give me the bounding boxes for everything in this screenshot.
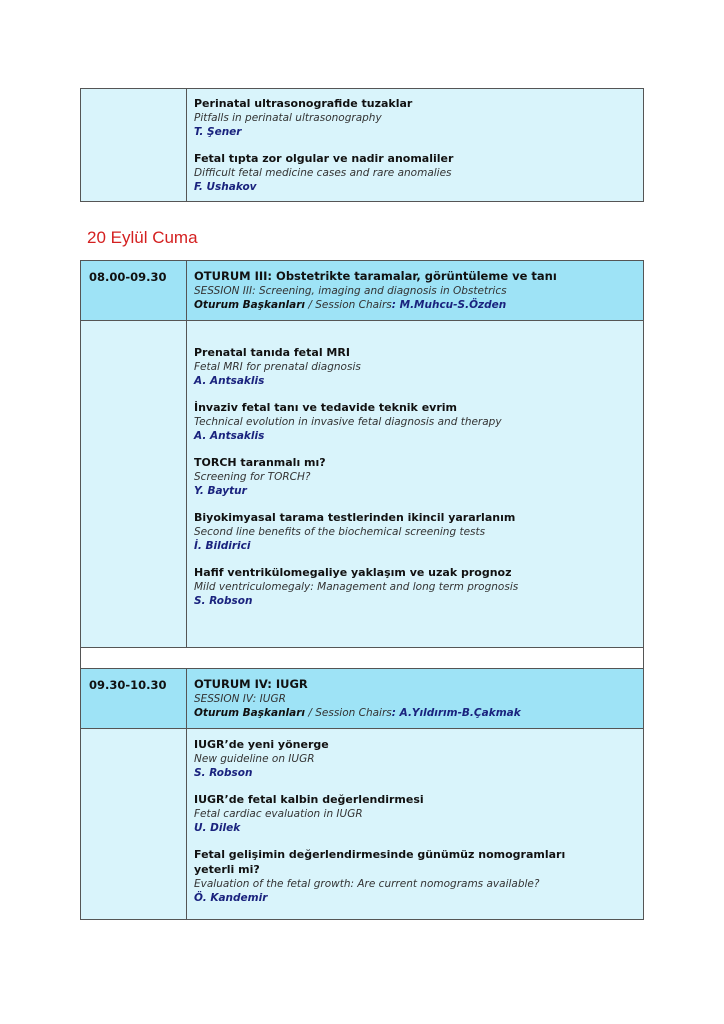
time-cell bbox=[81, 321, 187, 648]
talk-title-tr: Prenatal tanıda fetal MRI bbox=[194, 346, 350, 359]
chairs-label-tr: Oturum Başkanları bbox=[194, 299, 306, 311]
talk-title-en: Pitfalls in perinatal ultrasonography bbox=[194, 112, 382, 124]
spacer-row bbox=[81, 648, 644, 669]
talks-cell bbox=[187, 89, 644, 202]
talk-speaker: Ö. Kandemir bbox=[194, 892, 268, 904]
session-title-tr: OTURUM IV: IUGR bbox=[194, 677, 308, 691]
session-talks-row bbox=[81, 729, 644, 920]
talk-title-en: Screening for TORCH? bbox=[194, 471, 311, 483]
talk-title-tr: Perinatal ultrasonografide tuzaklar bbox=[194, 97, 413, 110]
talk-title-en: Second line benefits of the biochemical screening tests bbox=[194, 526, 486, 538]
time-cell bbox=[81, 729, 187, 920]
session-header-cell bbox=[187, 261, 644, 321]
session-title-en: SESSION IV: IUGR bbox=[194, 693, 286, 705]
talk-item bbox=[194, 792, 637, 836]
session-chairs bbox=[194, 706, 637, 721]
session-header-cell bbox=[187, 669, 644, 729]
talk-title-tr: IUGR’de yeni yönerge bbox=[194, 738, 329, 751]
spacer-cell bbox=[81, 648, 644, 669]
session-time bbox=[81, 669, 187, 729]
session-time-text: 09.30-10.30 bbox=[89, 678, 167, 692]
talk-item bbox=[194, 400, 637, 444]
talk-title-en: Mild ventriculomegaly: Management and long term prognosis bbox=[194, 581, 519, 593]
talk-item bbox=[194, 151, 637, 195]
continued-program-table bbox=[80, 88, 644, 202]
talk-title-tr: Fetal tıpta zor olgular ve nadir anomaliler bbox=[194, 152, 454, 165]
talk-speaker: U. Dilek bbox=[194, 822, 241, 834]
talk-item bbox=[194, 96, 637, 140]
talk-speaker: A. Antsaklis bbox=[194, 430, 265, 442]
session-time-text: 08.00-09.30 bbox=[89, 270, 167, 284]
session-header-row bbox=[81, 261, 644, 321]
time-cell bbox=[81, 89, 187, 202]
program-table bbox=[80, 260, 644, 920]
chairs-names: : A.Yıldırım-B.Çakmak bbox=[391, 707, 521, 719]
talk-speaker: İ. Bildirici bbox=[194, 540, 251, 552]
talk-item bbox=[194, 455, 637, 499]
talk-title-tr: TORCH taranmalı mı? bbox=[194, 456, 326, 469]
talk-title-en: Technical evolution in invasive fetal diagnosis and therapy bbox=[194, 416, 502, 428]
talk-title-en: New guideline on IUGR bbox=[194, 753, 315, 765]
chairs-label-tr: Oturum Başkanları bbox=[194, 707, 306, 719]
talk-speaker: A. Antsaklis bbox=[194, 375, 265, 387]
talk-title-tr: IUGR’de fetal kalbin değerlendirmesi bbox=[194, 793, 424, 806]
table-row bbox=[81, 89, 644, 202]
chairs-names: : M.Muhcu-S.Özden bbox=[391, 299, 507, 311]
talk-item bbox=[194, 847, 637, 906]
talk-title-tr: Fetal gelişimin değerlendirmesinde günümüz nomogramları yeterli mi? bbox=[194, 848, 566, 876]
talk-title-en: Fetal MRI for prenatal diagnosis bbox=[194, 361, 361, 373]
talk-item bbox=[194, 737, 637, 781]
talk-item bbox=[194, 510, 637, 554]
talk-speaker: T. Şener bbox=[194, 126, 242, 138]
talk-title-en: Evaluation of the fetal growth: Are current nomograms available? bbox=[194, 878, 540, 890]
session-time bbox=[81, 261, 187, 321]
talks-cell bbox=[187, 729, 644, 920]
session-chairs bbox=[194, 298, 637, 313]
talk-title-en: Fetal cardiac evaluation in IUGR bbox=[194, 808, 363, 820]
session-talks-row bbox=[81, 321, 644, 648]
chairs-label-en: / Session Chairs bbox=[305, 299, 392, 311]
day-heading: 20 Eylül Cuma bbox=[87, 228, 198, 247]
session-title-tr: OTURUM III: Obstetrikte taramalar, görüntüleme ve tanı bbox=[194, 269, 557, 283]
talk-speaker: S. Robson bbox=[194, 767, 253, 779]
chairs-label-en: / Session Chairs bbox=[305, 707, 392, 719]
session-header-row bbox=[81, 669, 644, 729]
talk-title-tr: İnvaziv fetal tanı ve tedavide teknik evrim bbox=[194, 401, 457, 414]
talk-title-en: Difficult fetal medicine cases and rare anomalies bbox=[194, 167, 452, 179]
talk-item bbox=[194, 565, 637, 609]
talk-title-tr: Hafif ventrikülomegaliye yaklaşım ve uzak prognoz bbox=[194, 566, 512, 579]
talk-speaker: S. Robson bbox=[194, 595, 253, 607]
talk-title-tr: Biyokimyasal tarama testlerinden ikincil yararlanım bbox=[194, 511, 516, 524]
talk-speaker: F. Ushakov bbox=[194, 181, 257, 193]
talk-speaker: Y. Baytur bbox=[194, 485, 247, 497]
session-title-en: SESSION III: Screening, imaging and diagnosis in Obstetrics bbox=[194, 285, 507, 297]
talk-item bbox=[194, 345, 637, 389]
talks-cell bbox=[187, 321, 644, 648]
